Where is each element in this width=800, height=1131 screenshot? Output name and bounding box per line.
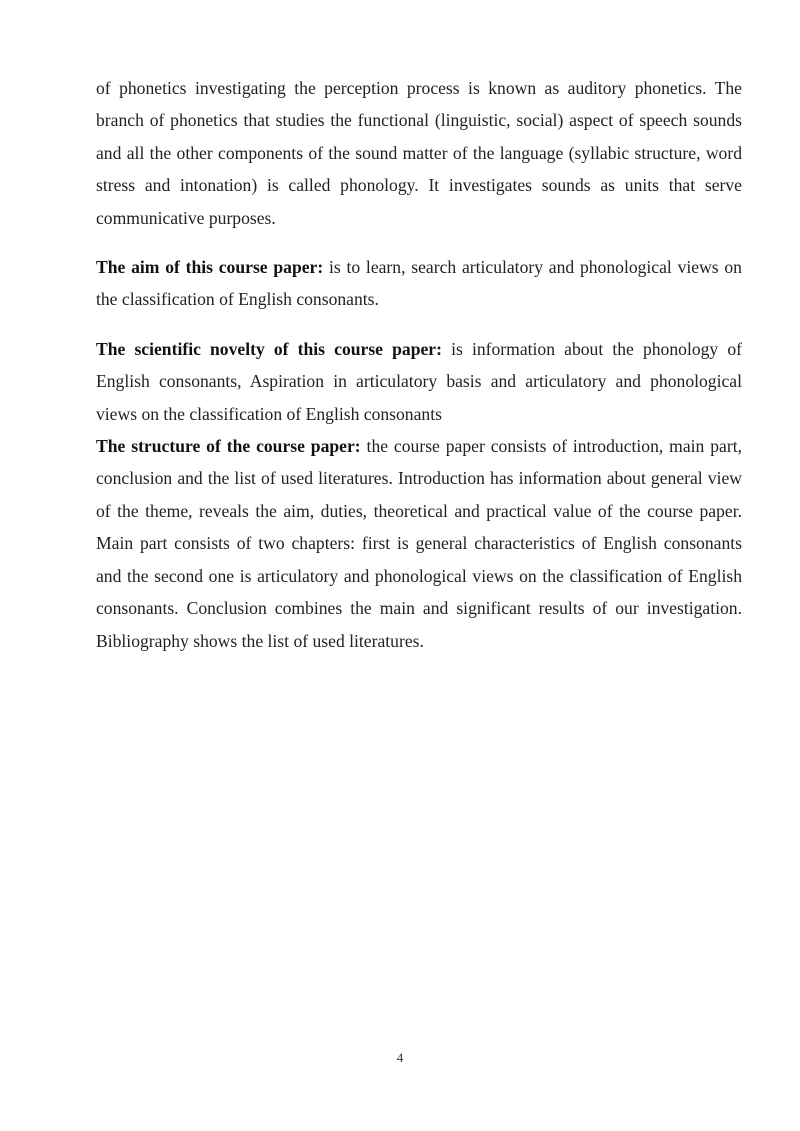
paragraph-intro-text: of phonetics investigating the perception process is known as auditory phonetics. The branch of phonetics that studies the functional (linguistic, social) aspect of speech sounds and all the other components of the sound matter of the language (syllabic structure, word stress and intonation) is called phonology. It investigates sounds as units that serve communicative purposes. [96, 78, 742, 228]
structure-text: the course paper consists of introduction, main part, conclusion and the list of used literatures. Introduction has information about general view of the theme, reveals the aim, duties, theoretical and practical value of the course paper. Main part consists of two chapters: first is general characteristics of English consonants and the second one is articulatory and phonological views on the classification of English consonants. Conclusion combines the main and significant results of our investigation. Bibliography shows the list of used literatures. [96, 436, 742, 651]
structure-heading: The structure of the course paper: [96, 436, 361, 457]
novelty-text: is information about the phonology of English consonants, Aspiration in articulatory basis and articulatory and phonological views on the classification of English consonants [96, 338, 742, 424]
aim-text: is to learn, search articulatory and phonological views on the classification of English consonants. [96, 257, 742, 310]
aim-heading: The aim of this course paper: [96, 257, 324, 278]
novelty-heading: The scientific novelty of this course paper: [96, 338, 442, 359]
paragraph-intro [96, 72, 742, 234]
page-number: 4 [396, 1050, 404, 1065]
paragraph-structure [96, 430, 742, 657]
paragraph-novelty [96, 333, 742, 430]
paragraph-aim [96, 251, 742, 316]
page-body [96, 72, 742, 657]
